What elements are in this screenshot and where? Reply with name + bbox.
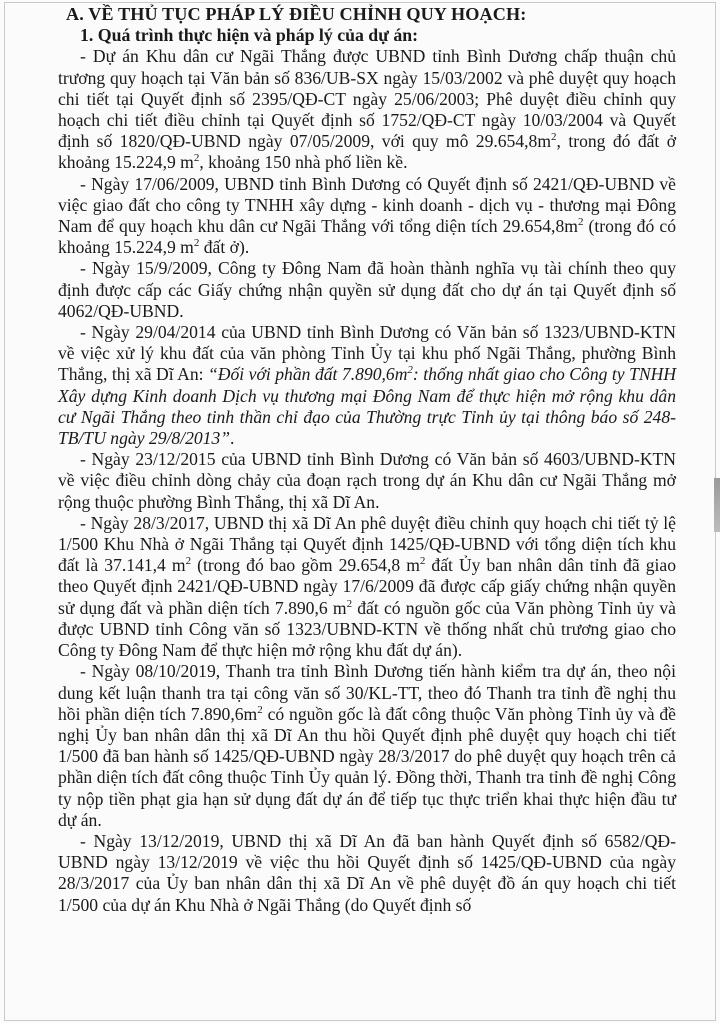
scan-edge-mark [714, 478, 720, 532]
paragraph-6: - Ngày 28/3/2017, UBND thị xã Dĩ An phê duyệt điều chỉnh quy hoạch chi tiết tỷ lệ 1/500 Khu Nhà ở Ngãi Thắng tại Quyết định 1425/QĐ-UBND với tổng diện tích khu đất là 37.141,4 $m^2$ (trong đó bao gồm 29.654,8 $m^2$ đất Ủy ban nhân dân tỉnh đã giao theo Quyết định 2421/QĐ-UBND ngày 17/6/2009 đã được cấp giấy chứng nhận quyền sử dụng đất và phần diện tích 7.890,6 $m^2$ đất có nguồn gốc của Văn phòng Tỉnh ủy và được UBND tỉnh Công văn số 1323/UBND-KTN về thống nhất chủ trương giao cho Công ty Đông Nam để thực hiện mở rộng khu đất dự án). [58, 512, 676, 661]
paragraph-1: - Dự án Khu dân cư Ngãi Thắng được UBND tỉnh Bình Dương chấp thuận chủ trương quy hoạch tại Văn bản số 836/UB-SX ngày 15/03/2002 và phê duyệt quy hoạch chi tiết tại Quyết định số 2395/QĐ-CT ngày 25/06/2003; Phê duyệt điều chỉnh quy hoạch chi tiết điều chỉnh tại Quyết định số 1752/QĐ-CT ngày 10/03/2004 và Quyết định số 1820/QĐ-UBND ngày 07/05/2009, với quy mô $29.654,8m^2$, trong đó đất ở khoảng 15.224,9 $m^2$, khoảng 150 nhà phố liền kề. [58, 46, 676, 173]
document-page [58, 4, 676, 916]
paragraph-2: - Ngày 17/06/2009, UBND tỉnh Bình Dương có Quyết định số 2421/QĐ-UBND về việc giao đất cho công ty TNHH xây dựng - kinh doanh - dịch vụ - thương mại Đông Nam để quy hoạch khu dân cư Ngãi Thắng với tổng diện tích $29.654,8m^2$ (trong đó có khoảng 15.224,9 $m^2$ đất ở). [58, 173, 676, 258]
paragraph-3: - Ngày 15/9/2009, Công ty Đông Nam đã hoàn thành nghĩa vụ tài chính theo quy định được cấp các Giấy chứng nhận quyền sử dụng đất cho dự án tại Quyết định số 4062/QĐ-UBND. [58, 258, 676, 321]
section-heading: A. VỀ THỦ TỤC PHÁP LÝ ĐIỀU CHỈNH QUY HOẠCH: [66, 4, 527, 24]
paragraph-5: - Ngày 23/12/2015 của UBND tỉnh Bình Dương có Văn bản số 4603/UBND-KTN về việc điều chỉnh dòng chảy của đoạn rạch trong dự án Khu dân cư Ngãi Thắng mở rộng thuộc phường Bình Thắng, thị xã Dĩ An. [58, 449, 676, 512]
subheading: 1. Quá trình thực hiện và pháp lý của dự án: [80, 25, 419, 46]
paragraph-4: - Ngày 29/04/2014 của UBND tỉnh Bình Dương có Văn bản số 1323/UBND-KTN về việc xử lý khu đất của văn phòng Tỉnh Ủy tại khu phố Ngãi Thắng, phường Bình Thắng, thị xã Dĩ An: “Đối với phần đất $7.890,6m^2$: thống nhất giao cho Công ty TNHH Xây dựng Kinh doanh Dịch vụ thương mại Đông Nam để thực hiện mở rộng khu dân cư Ngãi Thắng theo tinh thần chỉ đạo của Thường trực Tỉnh ủy tại thông báo số 248-TB/TU ngày 29/8/2013”. [58, 322, 677, 449]
paragraph-8: - Ngày 13/12/2019, UBND thị xã Dĩ An đã ban hành Quyết định số 6582/QĐ-UBND ngày 13/12/2019 về việc thu hồi Quyết định số 1425/QĐ-UBND của ngày 28/3/2017 của Ủy ban nhân dân thị xã Dĩ An về phê duyệt đồ án quy hoạch chi tiết 1/500 của dự án Khu Nhà ở Ngãi Thắng (do Quyết định số [58, 830, 676, 915]
paragraph-7: - Ngày 08/10/2019, Thanh tra tỉnh Bình Dương tiến hành kiểm tra dự án, theo nội dung kết luận thanh tra tại công văn số 30/KL-TT, theo đó Thanh tra tỉnh đề nghị thu hồi phần diện tích $7.890,6m^2$ có nguồn gốc là đất công thuộc Văn phòng Tỉnh ủy và đề nghị Ủy ban nhân dân thị xã Dĩ An thu hồi Quyết định phê duyệt quy hoạch chi tiết 1/500 đã ban hành số 1425/QĐ-UBND ngày 28/3/2017 do phê duyệt quy hoạch trên cả phần diện tích đất công thuộc Tỉnh Ủy quản lý. Đồng thời, Thanh tra tỉnh đề nghị Công ty nộp tiền phạt gia hạn sử dụng đất dự án để tiếp tục thực triển khai thực hiện đầu tư dự án. [58, 661, 676, 830]
